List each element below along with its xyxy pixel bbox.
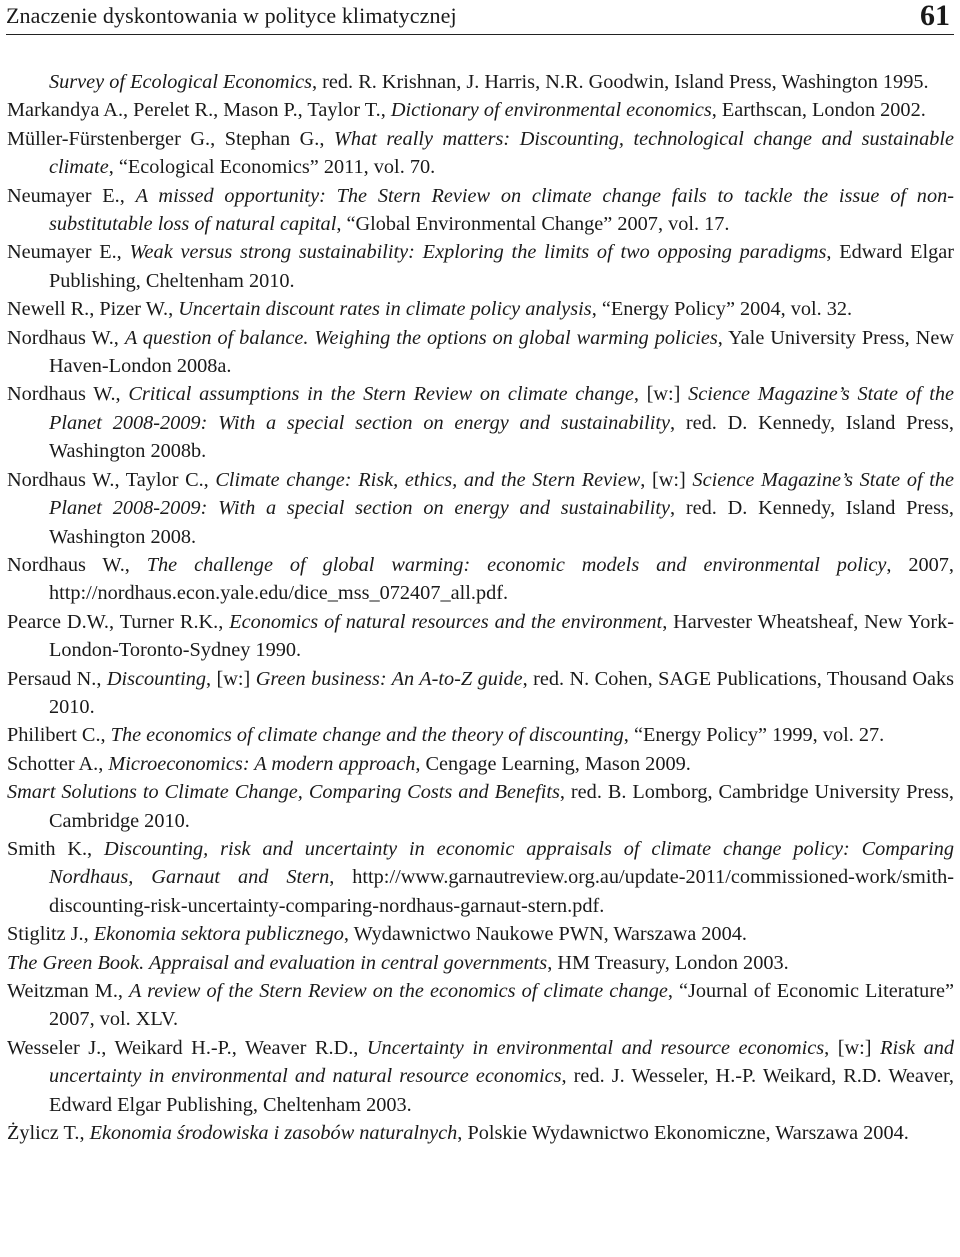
reference-entry — [7, 96, 954, 124]
reference-text: , red. B. Lomborg, Cambridge University Press, Cambridge 2010. — [49, 781, 955, 832]
reference-entry — [7, 750, 954, 778]
reference-text: , “Ecological Economics” 2011, vol. 70. — [108, 156, 436, 179]
reference-title-italic: Survey of Ecological Economics — [49, 71, 313, 93]
reference-entry — [7, 295, 954, 323]
reference-entry — [7, 466, 954, 551]
reference-entry — [7, 721, 954, 749]
reference-text: Newell R., Pizer W., — [7, 298, 179, 321]
reference-entry — [7, 68, 954, 96]
reference-title-italic: Discounting, risk and uncertainty in economic appraisals of climate change policy: Comparing Nordhaus, Garnaut and Stern — [49, 837, 954, 889]
reference-title-italic: A review of the Stern Review on the economics of climate change — [129, 980, 668, 1002]
reference-entry — [7, 380, 954, 465]
reference-title-italic: Ekonomia środowiska i zasobów naturalnych — [89, 1122, 458, 1145]
reference-text: Żylicz T., — [7, 1122, 90, 1145]
reference-list — [7, 68, 954, 1147]
reference-text: , “Journal of Economic Literature” 2007, vol. XLV. — [49, 980, 954, 1031]
reference-entry — [7, 324, 954, 381]
reference-title-italic: Microeconomics: A modern approach — [108, 752, 416, 775]
reference-entry — [7, 238, 954, 295]
running-title: Znaczenie dyskontowania w polityce klimatycznej — [6, 3, 457, 28]
reference-title-italic: Risk and uncertainty in environmental and natural resource economics — [49, 1036, 954, 1088]
reference-text: Nordhaus W., — [7, 326, 125, 349]
reference-text: , red. R. Krishnan, J. Harris, N.R. Goodwin, Island Press, Washington 1995. — [312, 71, 929, 93]
reference-text: Weitzman M., — [7, 980, 130, 1002]
reference-text: Nordhaus W., — [7, 553, 147, 576]
reference-text: Persaud N., — [7, 667, 107, 690]
reference-text: , Polskie Wydawnictwo Ekonomiczne, Warszawa 2004. — [457, 1122, 909, 1145]
reference-title-italic: Dictionary of environmental economics — [390, 99, 712, 122]
reference-text: , 2007, http://nordhaus.econ.yale.edu/dice_mss_072407_all.pdf. — [49, 553, 954, 605]
reference-title-italic: Science Magazine’s State of the Planet 2008-2009: With a special section on energy and sustainability — [49, 383, 954, 434]
reference-text: , red. N. Cohen, SAGE Publications, Thousand Oaks 2010. — [49, 667, 955, 718]
reference-text: , [w:] — [206, 667, 256, 690]
reference-title-italic: Discounting — [106, 667, 207, 690]
reference-text: Smith K., — [7, 837, 105, 860]
reference-text: , http://www.garnautreview.org.au/update-2011/commissioned-work/smith-discounting-risk-uncertainty-comparing-nordhaus-garnaut-stern.pdf. — [49, 866, 954, 917]
reference-text: Nordhaus W., Taylor C., — [7, 468, 216, 491]
reference-title-italic: A question of balance. Weighing the options on global warming policies — [124, 326, 718, 349]
reference-text: Stiglitz J., — [7, 923, 94, 946]
reference-entry — [7, 835, 954, 920]
reference-title-italic: Uncertain discount rates in climate policy analysis — [178, 298, 592, 321]
reference-text: , HM Treasury, London 2003. — [547, 951, 789, 974]
reference-text: , red. D. Kennedy, Island Press, Washington 2008. — [49, 497, 955, 548]
reference-text: , red. D. Kennedy, Island Press, Washington 2008b. — [49, 411, 955, 463]
reference-text: , Cengage Learning, Mason 2009. — [415, 752, 691, 775]
reference-title-italic: Science Magazine’s State of the Planet 2008-2009: With a special section on energy and sustainability — [49, 468, 954, 520]
reference-text: Nordhaus W., — [7, 383, 129, 406]
reference-title-italic: The challenge of global warming: economic models and environmental policy — [146, 553, 887, 576]
reference-entry — [7, 977, 954, 1034]
reference-title-italic: Climate change: Risk, ethics, and the Stern Review — [215, 468, 641, 491]
reference-title-italic: The Green Book. Appraisal and evaluation in central governments — [7, 951, 548, 974]
reference-text: , “Energy Policy” 2004, vol. 32. — [591, 298, 853, 321]
running-header — [6, 0, 954, 35]
reference-entry — [7, 665, 954, 722]
reference-entry — [7, 125, 954, 182]
reference-entry — [7, 920, 954, 948]
reference-title-italic: Uncertainty in environmental and resource economics — [366, 1036, 825, 1059]
reference-text: Schotter A., — [7, 752, 109, 775]
reference-text: Müller-Fürstenberger G., Stephan G., — [7, 127, 335, 150]
reference-text: , [w:] — [633, 383, 689, 406]
reference-title-italic: Smart Solutions to Climate Change, Comparing Costs and Benefits — [7, 781, 560, 804]
reference-title-italic: The economics of climate change and the theory of discounting — [110, 724, 624, 747]
reference-title-italic: Green business: An A-to-Z guide — [255, 667, 523, 690]
reference-text: , Earthscan, London 2002. — [711, 99, 926, 122]
reference-text: Neumayer E., — [7, 184, 136, 207]
reference-title-italic: What really matters: Discounting, technological change and sustainable climate — [49, 127, 954, 179]
reference-text: , [w:] — [640, 468, 693, 491]
reference-entry — [7, 778, 954, 835]
reference-entry — [7, 1034, 954, 1119]
reference-text: , “Global Environmental Change” 2007, vol. 17. — [336, 213, 730, 236]
reference-text: Philibert C., — [7, 724, 111, 747]
reference-title-italic: Economics of natural resources and the environment — [229, 610, 663, 633]
reference-text: , Wydawnictwo Naukowe PWN, Warszawa 2004. — [343, 923, 747, 946]
reference-title-italic: Ekonomia sektora publicznego — [93, 923, 344, 946]
reference-title-italic: A missed opportunity: The Stern Review on climate change fails to tackle the issue of non-substitutable loss of natural capital — [49, 184, 954, 236]
reference-text: , [w:] — [824, 1036, 881, 1059]
reference-text: , “Energy Policy” 1999, vol. 27. — [623, 724, 885, 747]
reference-text: Neumayer E., — [7, 241, 130, 264]
reference-title-italic: Weak versus strong sustainability: Exploring the limits of two opposing paradigms — [129, 241, 827, 264]
reference-entry — [7, 551, 954, 608]
reference-entry — [7, 182, 954, 239]
reference-entry — [7, 608, 954, 665]
reference-text: , Edward Elgar Publishing, Cheltenham 2010. — [49, 241, 954, 292]
reference-text: , red. J. Wesseler, H.-P. Weikard, R.D. Weaver, Edward Elgar Publishing, Cheltenham 2003. — [49, 1065, 955, 1116]
reference-text: , Yale University Press, New Haven-London 2008a. — [49, 326, 954, 378]
reference-text: , Harvester Wheatsheaf, New York-London-Toronto-Sydney 1990. — [49, 610, 954, 662]
reference-text: Markandya A., Perelet R., Mason P., Taylor T., — [7, 99, 391, 122]
reference-title-italic: Critical assumptions in the Stern Review on climate change — [128, 383, 634, 406]
reference-entry — [7, 949, 954, 977]
reference-text: Pearce D.W., Turner R.K., — [7, 610, 230, 633]
reference-text: Wesseler J., Weikard H.-P., Weaver R.D., — [7, 1036, 367, 1059]
reference-entry — [7, 1119, 954, 1147]
page-number: 61 — [920, 0, 950, 32]
